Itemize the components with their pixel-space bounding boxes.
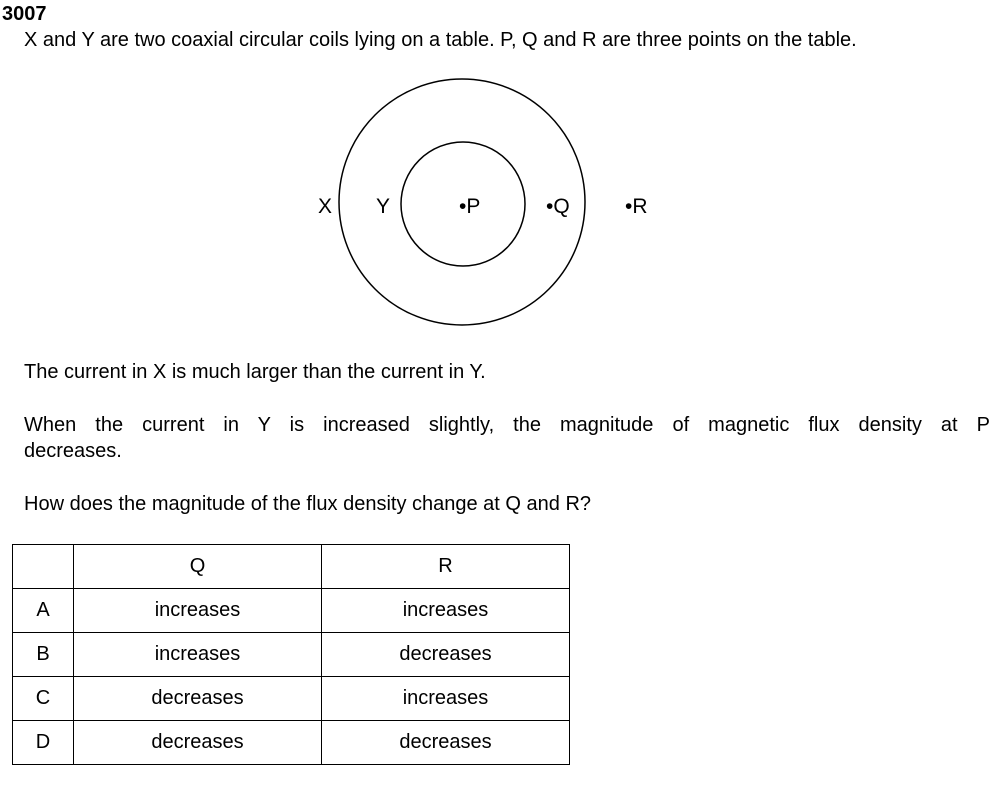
question-stem: X and Y are two coaxial circular coils lying on a table. P, Q and R are three points on the table.: [24, 29, 857, 51]
coaxial-coils-diagram: [0, 0, 1001, 345]
option-r-value: increases: [322, 589, 570, 633]
label-point-p: •P: [459, 195, 481, 218]
current-statement: The current in X is much larger than the current in Y.: [24, 361, 486, 383]
option-r-value: increases: [322, 677, 570, 721]
option-q-value: decreases: [74, 721, 322, 765]
option-key: D: [13, 721, 74, 765]
label-point-q: •Q: [546, 195, 570, 218]
question-number: 3007: [2, 3, 47, 25]
option-r-value: decreases: [322, 633, 570, 677]
option-key: B: [13, 633, 74, 677]
header-q: Q: [74, 545, 322, 589]
label-coil-x: X: [318, 195, 333, 218]
table-row[interactable]: [13, 677, 570, 721]
table-row[interactable]: [13, 589, 570, 633]
option-key: C: [13, 677, 74, 721]
header-r: R: [322, 545, 570, 589]
option-key: A: [13, 589, 74, 633]
option-r-value: decreases: [322, 721, 570, 765]
change-statement-line2: decreases.: [24, 440, 122, 462]
option-q-value: increases: [74, 589, 322, 633]
answer-options-table: [12, 544, 570, 765]
option-q-value: increases: [74, 633, 322, 677]
table-row[interactable]: [13, 721, 570, 765]
label-point-r: •R: [625, 195, 648, 218]
table-header-row: [13, 545, 570, 589]
option-q-value: decreases: [74, 677, 322, 721]
change-statement: [24, 412, 990, 464]
header-blank-cell: [13, 545, 74, 589]
question-prompt: How does the magnitude of the flux density change at Q and R?: [24, 493, 592, 515]
change-statement-line1: When the current in Y is increased slightly, the magnitude of magnetic flux density at P: [24, 414, 990, 436]
table-row[interactable]: [13, 633, 570, 677]
label-coil-y: Y: [376, 195, 391, 218]
